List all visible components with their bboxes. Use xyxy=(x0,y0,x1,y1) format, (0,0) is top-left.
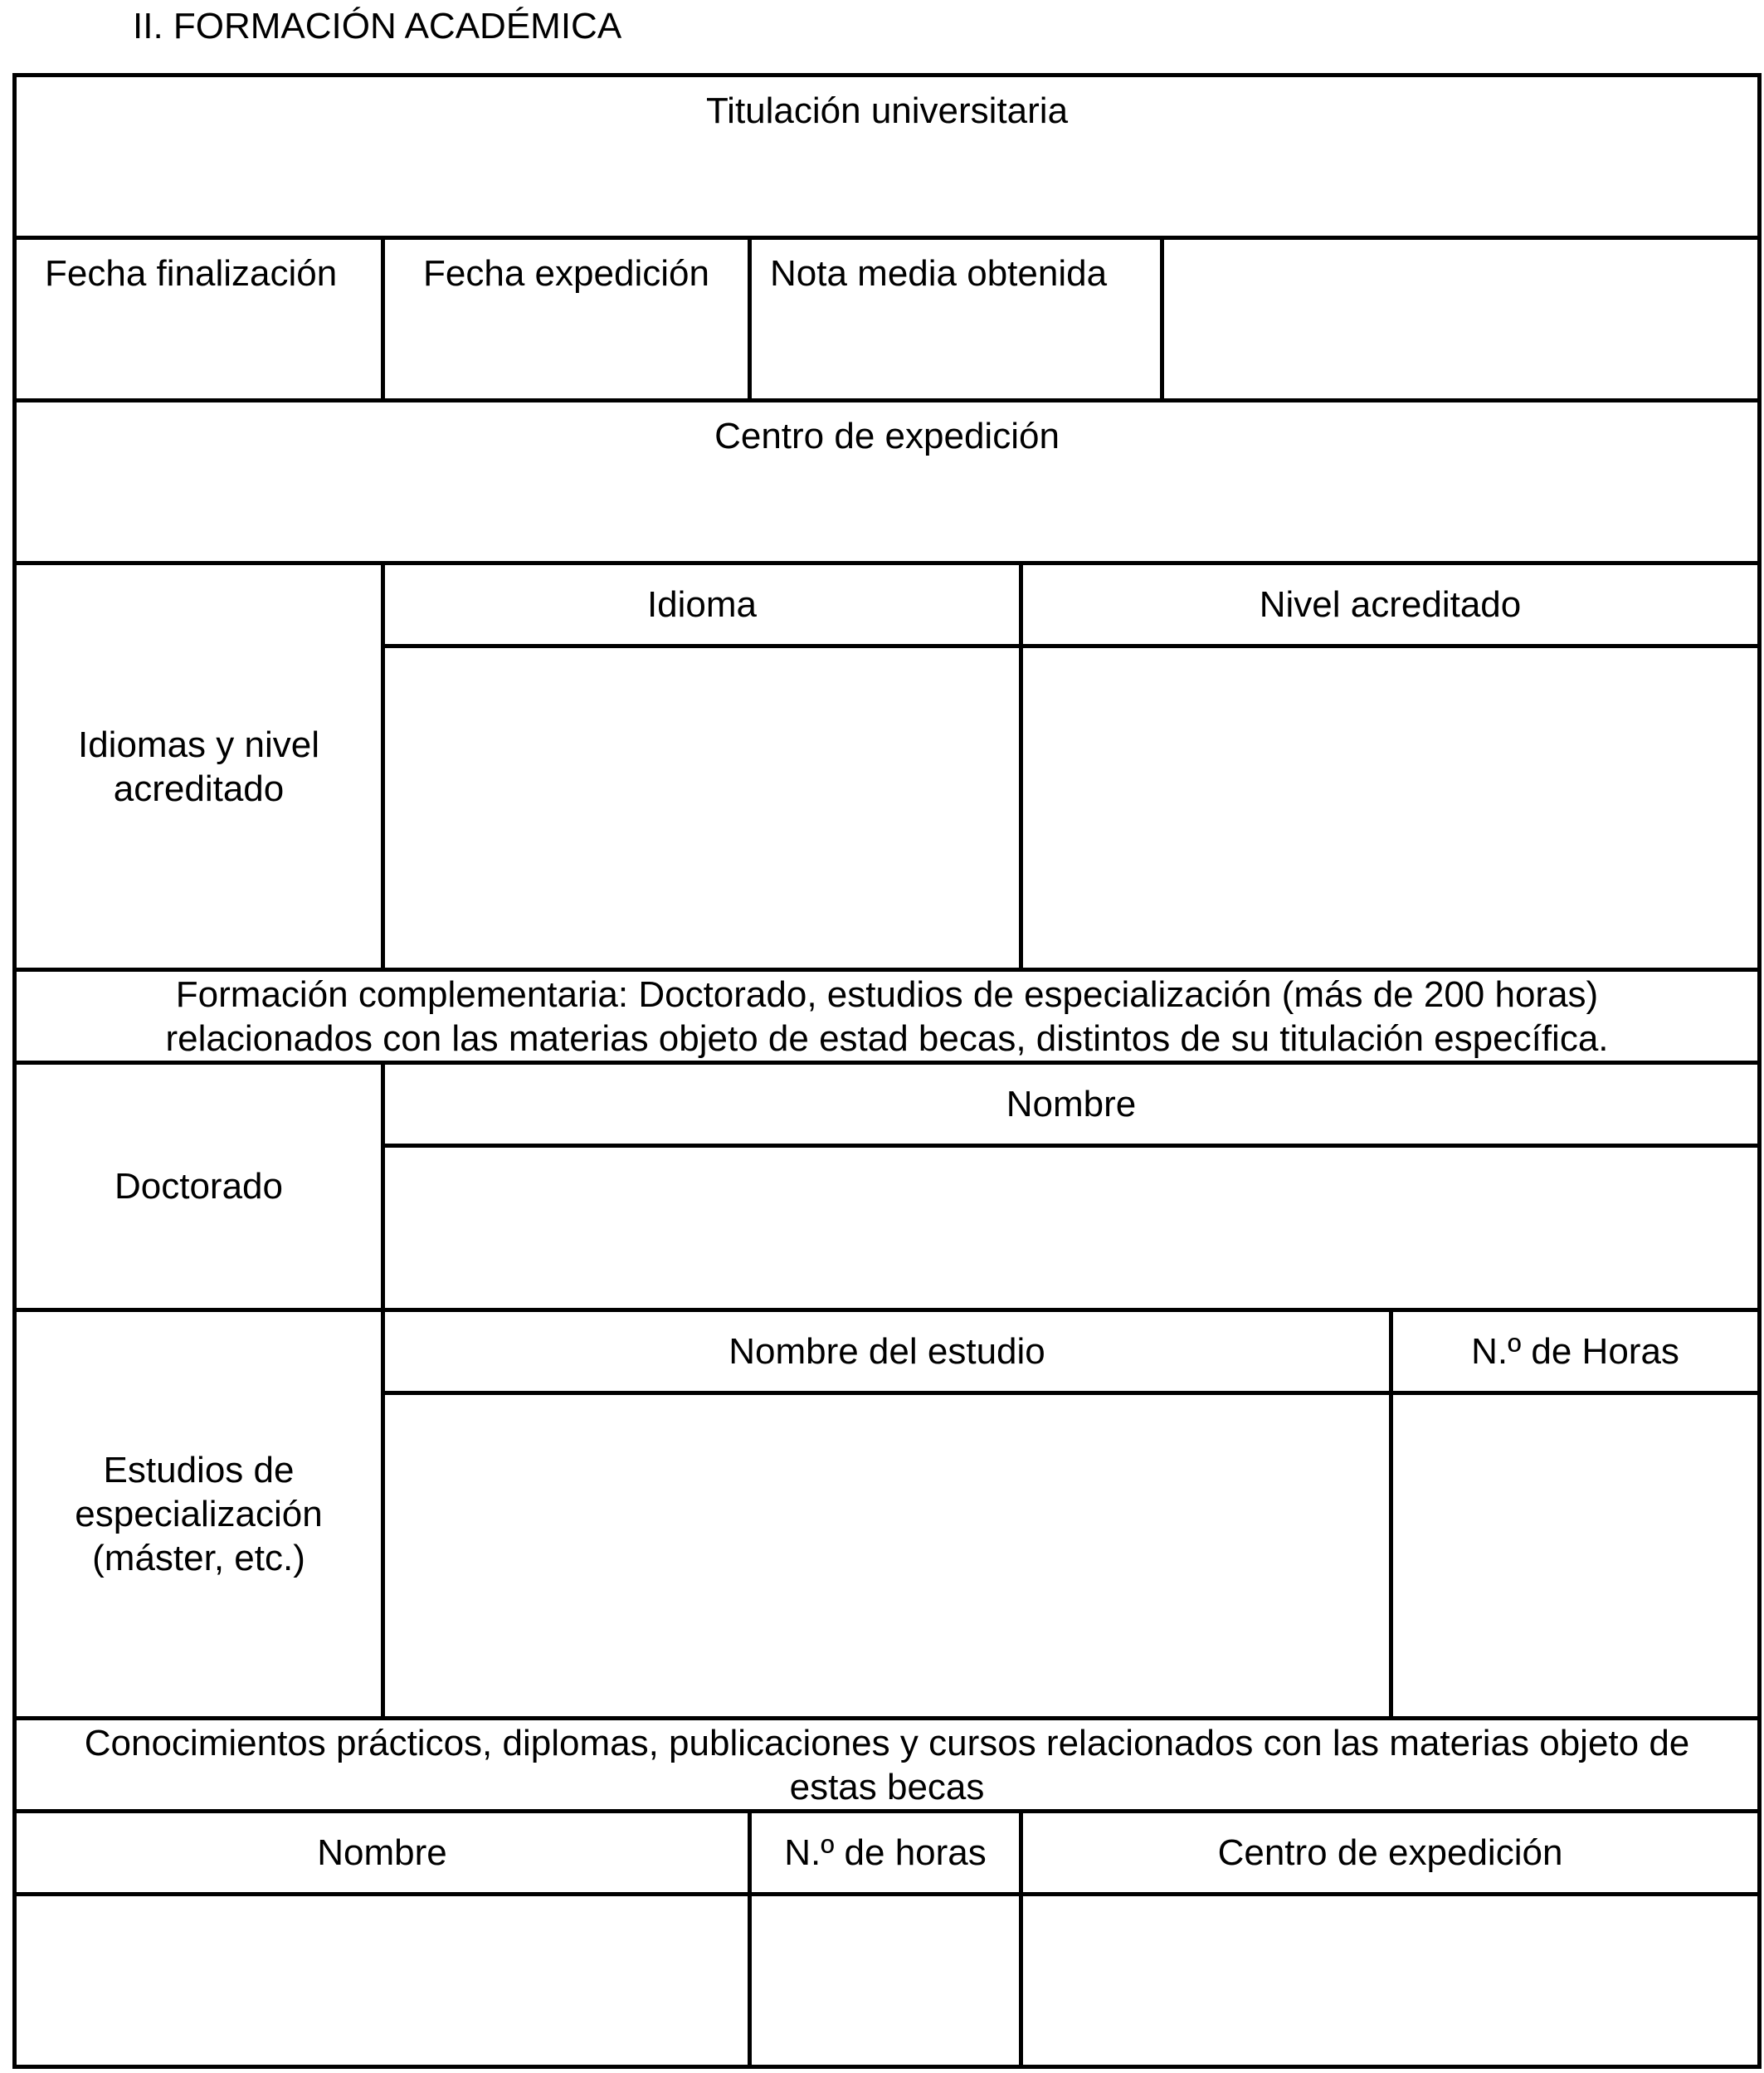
course-center-value-cell[interactable] xyxy=(1021,1895,1760,2067)
course-name-value-cell[interactable] xyxy=(15,1895,750,2067)
section-title: II. FORMACIÓN ACADÉMICA xyxy=(133,6,622,46)
issue-date-label: Fecha expedición xyxy=(423,253,709,294)
practical-knowledge-line1: Conocimientos prácticos, diplomas, publicaciones y cursos relacionados con las materias objeto de xyxy=(84,1722,1690,1763)
completion-date-field[interactable] xyxy=(15,238,383,401)
degree-label: Titulación universitaria xyxy=(705,90,1069,131)
study-name-header: Nombre del estudio xyxy=(383,1310,1391,1393)
study-name-value-cell[interactable] xyxy=(383,1393,1391,1719)
complementary-training-line2: relacionados con las materias objeto de estad becas, distintos de su titulación específica. xyxy=(165,1017,1609,1059)
level-value-cell[interactable] xyxy=(1021,646,1760,970)
specialization-label: Estudios de especialización (máster, etc.) xyxy=(75,1450,323,1578)
specialization-label-cell xyxy=(15,1310,383,1719)
issuing-center-field[interactable] xyxy=(15,401,1760,563)
language-column-header: Idioma xyxy=(383,563,1021,646)
degree-field[interactable] xyxy=(15,76,1760,238)
doctorate-label-cell xyxy=(15,1063,383,1310)
practical-knowledge-line2: estas becas xyxy=(789,1766,985,1807)
course-center-header: Centro de expedición xyxy=(1021,1812,1760,1895)
study-hours-header: N.º de Horas xyxy=(1391,1310,1760,1393)
complementary-training-header xyxy=(15,970,1760,1063)
course-name-header: Nombre xyxy=(15,1812,750,1895)
doctorate-name-value-cell[interactable] xyxy=(383,1146,1760,1310)
issue-date-field[interactable] xyxy=(383,238,750,401)
doctorate-name-header: Nombre xyxy=(383,1063,1760,1146)
languages-label: Idiomas y nivel acreditado xyxy=(77,724,319,809)
practical-knowledge-header xyxy=(15,1719,1760,1812)
level-column-header: Nivel acreditado xyxy=(1021,563,1760,646)
languages-label-cell xyxy=(15,563,383,970)
average-grade-field[interactable] xyxy=(750,238,1162,401)
study-hours-value-cell[interactable] xyxy=(1391,1393,1760,1719)
course-hours-header: N.º de horas xyxy=(750,1812,1021,1895)
completion-date-label: Fecha finalización xyxy=(45,253,338,294)
complementary-training-line1: Formación complementaria: Doctorado, estudios de especialización (más de 200 horas) xyxy=(175,973,1599,1015)
academic-training-form xyxy=(12,73,1762,2069)
doctorate-label: Doctorado xyxy=(114,1166,283,1207)
issuing-center-label: Centro de expedición xyxy=(714,416,1060,456)
language-value-cell[interactable] xyxy=(383,646,1021,970)
course-hours-value-cell[interactable] xyxy=(750,1895,1021,2067)
average-grade-value-cell[interactable] xyxy=(1162,238,1760,401)
average-grade-label: Nota media obtenida xyxy=(770,253,1108,294)
